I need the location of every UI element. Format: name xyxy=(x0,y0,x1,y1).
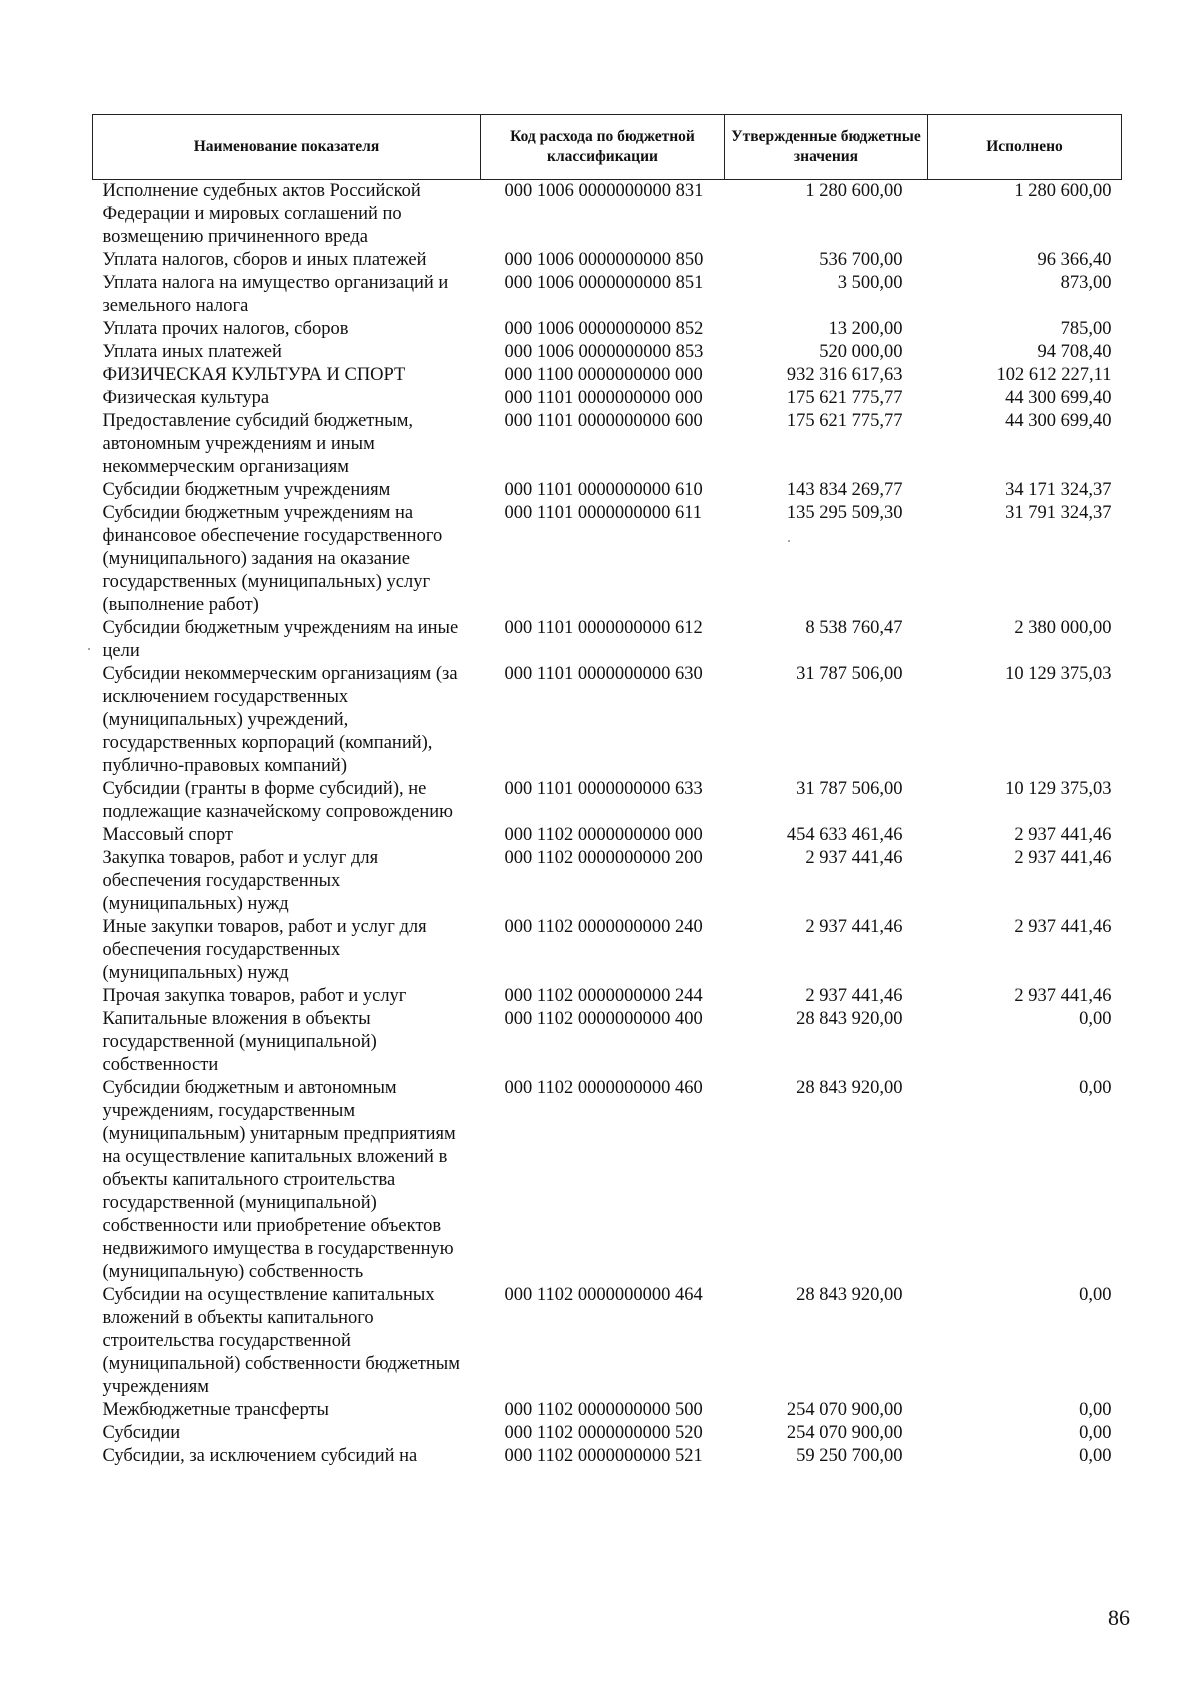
row-name: Уплата прочих налогов, сборов xyxy=(102,319,349,339)
table-body xyxy=(93,180,1122,1469)
header-plan: Утвержденные бюджетные значения xyxy=(725,115,928,180)
table-row xyxy=(93,847,1122,916)
table-row xyxy=(93,1077,1122,1284)
row-code: 000 1101 0000000000 633 xyxy=(504,779,703,799)
row-executed-value: 96 366,40 xyxy=(1037,250,1112,270)
row-planned-value: 3 500,00 xyxy=(837,273,903,293)
row-code: 000 1102 0000000000 240 xyxy=(504,917,703,937)
page-number: 86 xyxy=(1108,1605,1130,1630)
row-executed-value: 94 708,40 xyxy=(1037,342,1112,362)
row-code: 000 1102 0000000000 400 xyxy=(504,1009,703,1029)
table-row xyxy=(93,272,1122,318)
row-code: 000 1006 0000000000 850 xyxy=(504,250,704,270)
header-name: Наименование показателя xyxy=(93,115,481,180)
table-row xyxy=(93,985,1122,1008)
row-code: 000 1102 0000000000 000 xyxy=(504,825,703,845)
row-executed-value: 0,00 xyxy=(1079,1423,1112,1443)
header-done: Исполнено xyxy=(928,115,1122,180)
row-executed-value: 10 129 375,03 xyxy=(1005,779,1112,799)
row-executed-value: 0,00 xyxy=(1079,1400,1112,1420)
row-name: Субсидии бюджетным учреждениям на финансовое обеспечение государственного (муниципального) задания на оказание государственных (муниципальных) услуг (выполнение работ) xyxy=(102,503,443,615)
table-row xyxy=(93,502,1122,617)
row-planned-value: 520 000,00 xyxy=(819,342,903,362)
row-executed-value: 2 380 000,00 xyxy=(1014,618,1112,638)
row-executed-value: 31 791 324,37 xyxy=(1005,503,1112,523)
table-header xyxy=(93,115,1122,180)
table-row xyxy=(93,778,1122,824)
table-row xyxy=(93,1399,1122,1422)
row-planned-value: 13 200,00 xyxy=(828,319,903,339)
table-row xyxy=(93,1008,1122,1077)
row-planned-value: 536 700,00 xyxy=(819,250,903,270)
row-code: 000 1101 0000000000 000 xyxy=(504,388,703,408)
row-code: 000 1101 0000000000 600 xyxy=(504,411,703,431)
row-planned-value: 31 787 506,00 xyxy=(796,664,903,684)
scan-speck xyxy=(788,540,790,542)
row-executed-value: 2 937 441,46 xyxy=(1014,917,1112,937)
row-executed-value: 785,00 xyxy=(1060,319,1112,339)
row-code: 000 1101 0000000000 611 xyxy=(504,503,703,523)
row-name: Иные закупки товаров, работ и услуг для обеспечения государственных (муниципальных) нужд xyxy=(102,917,427,983)
row-code: 000 1101 0000000000 612 xyxy=(504,618,703,638)
row-planned-value: 28 843 920,00 xyxy=(796,1078,903,1098)
table-row xyxy=(93,341,1122,364)
row-planned-value: 28 843 920,00 xyxy=(796,1285,903,1305)
row-name: Субсидии некоммерческим организациям (за исключением государственных (муниципальных) учреждений, государственных корпораций (компаний), публично-правовых компаний) xyxy=(102,664,458,776)
budget-execution-table xyxy=(92,114,1122,1468)
row-planned-value: 143 834 269,77 xyxy=(786,480,903,500)
row-name: Предоставление субсидий бюджетным, автономным учреждениям и иным некоммерческим организациям xyxy=(102,411,414,477)
row-planned-value: 31 787 506,00 xyxy=(796,779,903,799)
row-name: Массовый спорт xyxy=(102,825,233,845)
row-executed-value: 0,00 xyxy=(1079,1285,1112,1305)
row-code: 000 1006 0000000000 852 xyxy=(504,319,704,339)
row-executed-value: 2 937 441,46 xyxy=(1014,848,1112,868)
row-planned-value: 28 843 920,00 xyxy=(796,1009,903,1029)
row-executed-value: 0,00 xyxy=(1079,1446,1112,1466)
row-planned-value: 2 937 441,46 xyxy=(805,917,903,937)
row-code: 000 1102 0000000000 500 xyxy=(504,1400,703,1420)
row-name: ФИЗИЧЕСКАЯ КУЛЬТУРА И СПОРТ xyxy=(102,365,406,385)
header-code: Код расхода по бюджетной классификации xyxy=(481,115,725,180)
row-name: Прочая закупка товаров, работ и услуг xyxy=(102,986,407,1006)
row-code: 000 1006 0000000000 851 xyxy=(504,273,704,293)
row-planned-value: 8 538 760,47 xyxy=(805,618,903,638)
row-code: 000 1102 0000000000 460 xyxy=(504,1078,703,1098)
row-name: Закупка товаров, работ и услуг для обеспечения государственных (муниципальных) нужд xyxy=(102,848,379,914)
table-row xyxy=(93,916,1122,985)
row-executed-value: 2 937 441,46 xyxy=(1014,986,1112,1006)
row-name: Субсидии xyxy=(102,1423,181,1443)
table-row xyxy=(93,1422,1122,1445)
row-name: Субсидии бюджетным учреждениям на иные цели xyxy=(102,618,459,661)
row-code: 000 1102 0000000000 464 xyxy=(504,1285,703,1305)
row-planned-value: 2 937 441,46 xyxy=(805,986,903,1006)
table-row xyxy=(93,410,1122,479)
row-name: Уплата налога на имущество организаций и земельного налога xyxy=(102,273,449,316)
row-name: Субсидии, за исключением субсидий на xyxy=(102,1446,418,1466)
row-name: Субсидии бюджетным учреждениям xyxy=(102,480,391,500)
table-row xyxy=(93,387,1122,410)
row-code: 000 1006 0000000000 831 xyxy=(504,181,704,201)
row-planned-value: 2 937 441,46 xyxy=(805,848,903,868)
table-row xyxy=(93,1284,1122,1399)
row-name: Субсидии бюджетным и автономным учреждениям, государственным (муниципальным) унитарным предприятиям на осуществление капитальных вложений в объекты капитального строительства государственной (муниципальной) собственности или приобретение объектов недвижимого имущества в государственную (муниципальную) собственность xyxy=(102,1078,456,1282)
row-code: 000 1101 0000000000 610 xyxy=(504,480,703,500)
row-executed-value: 44 300 699,40 xyxy=(1005,388,1112,408)
row-executed-value: 873,00 xyxy=(1060,273,1112,293)
row-executed-value: 44 300 699,40 xyxy=(1005,411,1112,431)
table-row xyxy=(93,479,1122,502)
table-row xyxy=(93,364,1122,387)
row-planned-value: 932 316 617,63 xyxy=(786,365,903,385)
table-row xyxy=(93,318,1122,341)
row-name: Межбюджетные трансферты xyxy=(102,1400,329,1420)
row-executed-value: 10 129 375,03 xyxy=(1005,664,1112,684)
row-name: Физическая культура xyxy=(102,388,270,408)
table-row xyxy=(93,180,1122,250)
row-code: 000 1102 0000000000 521 xyxy=(504,1446,703,1466)
row-name: Субсидии на осуществление капитальных вложений в объекты капитального строительства государственной (муниципальной) собственности бюджетным учреждениям xyxy=(102,1285,460,1397)
row-executed-value: 102 612 227,11 xyxy=(996,365,1112,385)
row-executed-value: 1 280 600,00 xyxy=(1014,181,1112,201)
row-executed-value: 2 937 441,46 xyxy=(1014,825,1112,845)
row-name: Субсидии (гранты в форме субсидий), не подлежащие казначейскому сопровождению xyxy=(102,779,453,822)
row-code: 000 1006 0000000000 853 xyxy=(504,342,704,362)
scan-speck xyxy=(88,648,90,650)
table-row xyxy=(93,824,1122,847)
table-row xyxy=(93,617,1122,663)
row-planned-value: 59 250 700,00 xyxy=(796,1446,903,1466)
row-planned-value: 1 280 600,00 xyxy=(805,181,903,201)
row-planned-value: 135 295 509,30 xyxy=(786,503,903,523)
row-planned-value: 454 633 461,46 xyxy=(786,825,903,845)
row-executed-value: 0,00 xyxy=(1079,1078,1112,1098)
row-executed-value: 34 171 324,37 xyxy=(1005,480,1112,500)
row-planned-value: 254 070 900,00 xyxy=(786,1400,903,1420)
row-name: Уплата налогов, сборов и иных платежей xyxy=(102,250,427,270)
row-name: Капитальные вложения в объекты государственной (муниципальной) собственности xyxy=(102,1009,377,1075)
table-row xyxy=(93,1445,1122,1468)
row-code: 000 1102 0000000000 200 xyxy=(504,848,703,868)
row-code: 000 1100 0000000000 000 xyxy=(504,365,703,385)
row-planned-value: 175 621 775,77 xyxy=(786,388,903,408)
row-name: Уплата иных платежей xyxy=(102,342,282,362)
row-code: 000 1101 0000000000 630 xyxy=(504,664,703,684)
row-executed-value: 0,00 xyxy=(1079,1009,1112,1029)
row-name: Исполнение судебных актов Российской Федерации и мировых соглашений по возмещению причиненного вреда xyxy=(102,181,421,247)
row-code: 000 1102 0000000000 520 xyxy=(504,1423,703,1443)
row-planned-value: 175 621 775,77 xyxy=(786,411,903,431)
row-code: 000 1102 0000000000 244 xyxy=(504,986,703,1006)
row-planned-value: 254 070 900,00 xyxy=(786,1423,903,1443)
table-row xyxy=(93,663,1122,778)
table-row xyxy=(93,249,1122,272)
